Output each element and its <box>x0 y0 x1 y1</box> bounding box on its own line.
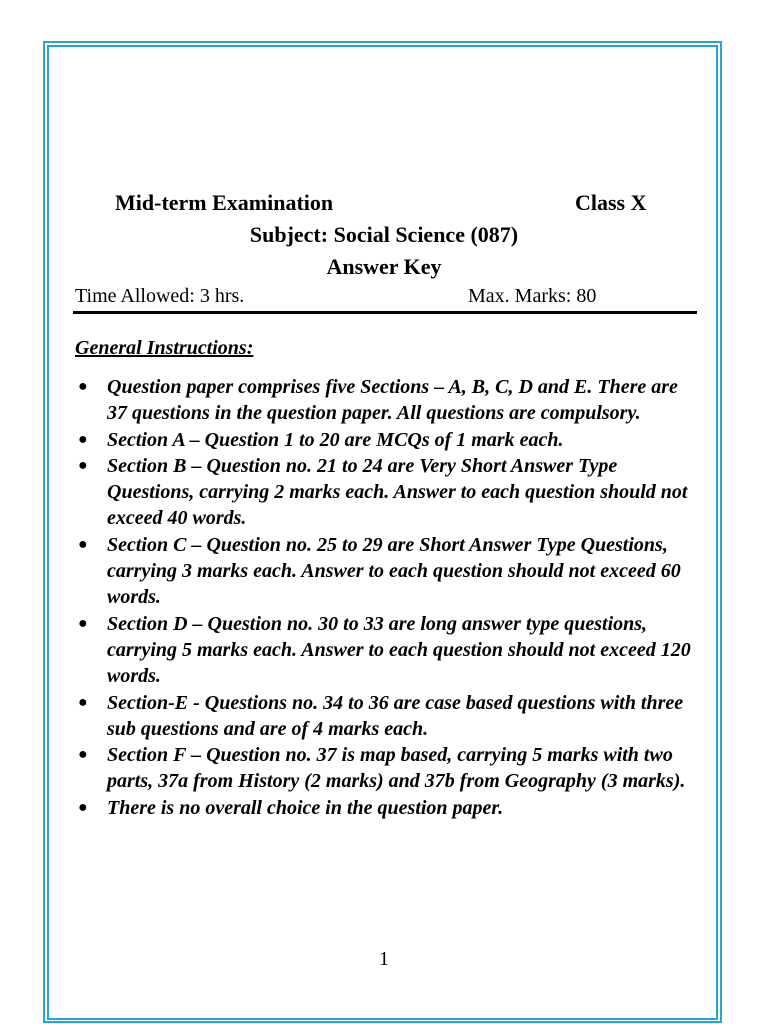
instruction-text: Section-E - Questions no. 34 to 36 are case based questions with three sub questions and are of 4 marks each. <box>107 691 684 740</box>
subject-line: Subject: Social Science (087) <box>249 222 519 247</box>
page-number: 1 <box>379 948 389 970</box>
bullet-icon: ● <box>78 430 88 448</box>
instruction-text: Section C – Question no. 25 to 29 are Short Answer Type Questions, carrying 3 marks each. Answer to each question should not exceed 60 words. <box>107 533 681 609</box>
instruction-item <box>75 795 700 821</box>
bullet-icon: ● <box>78 693 88 711</box>
bullet-icon: ● <box>78 535 88 553</box>
instruction-item <box>75 690 700 743</box>
instruction-item <box>75 532 700 611</box>
instruction-text: Section A – Question 1 to 20 are MCQs of 1 mark each. <box>107 428 564 451</box>
bullet-icon: ● <box>78 456 88 474</box>
header-divider <box>73 311 697 314</box>
instruction-item <box>75 742 700 795</box>
document-type: Answer Key <box>326 254 442 279</box>
instruction-text: Section F – Question no. 37 is map based, carrying 5 marks with two parts, 37a from History (2 marks) and 37b from Geography (3 marks). <box>107 744 686 793</box>
max-marks: Max. Marks: 80 <box>468 285 597 307</box>
bullet-icon: ● <box>78 378 88 395</box>
exam-title: Mid-term Examination <box>115 190 334 215</box>
instruction-item <box>75 427 700 453</box>
class-label: Class X <box>575 190 647 215</box>
instruction-item <box>75 611 700 690</box>
instruction-text: Section D – Question no. 30 to 33 are long answer type questions, carrying 5 marks each. Answer to each question should not exceed 120 words. <box>107 612 691 688</box>
bullet-icon: ● <box>78 798 88 816</box>
instruction-item <box>75 374 700 427</box>
instruction-text: Question paper comprises five Sections – A, B, C, D and E. There are 37 questions in the question paper. All questions are compulsory. <box>107 376 678 425</box>
instruction-item <box>75 453 700 532</box>
instruction-text: Section B – Question no. 21 to 24 are Very Short Answer Type Questions, carrying 2 marks each. Answer to each question should not exceed 40 words. <box>107 454 688 530</box>
instructions-list <box>75 374 700 821</box>
instruction-text: There is no overall choice in the question paper. <box>107 796 504 819</box>
bullet-icon: ● <box>78 746 88 764</box>
bullet-icon: ● <box>78 614 88 632</box>
instructions-heading: General Instructions: <box>75 337 254 359</box>
time-allowed: Time Allowed: 3 hrs. <box>75 285 245 307</box>
